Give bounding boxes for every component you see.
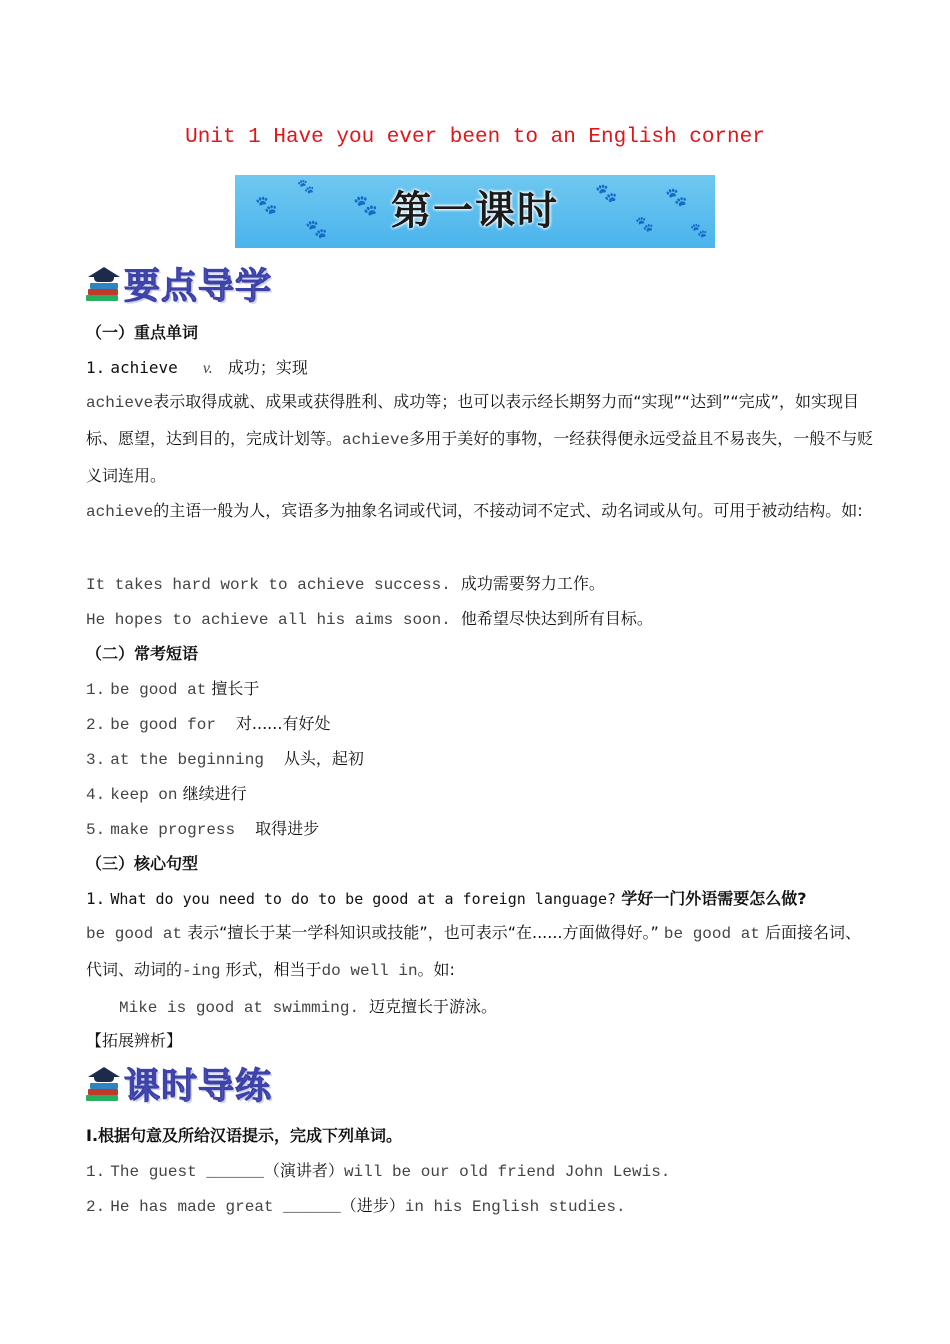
section-heading-text: 课时导练 [124,1065,273,1107]
key-word: achieve [110,358,178,377]
example-sentence-2: He hopes to achieve all his aims soon. 他希望尽快达到所有目标。 [86,609,653,629]
exercise-question-2: 2. He has made great ______（进步）in his English studies. [86,1196,626,1216]
phrase-item: 4. keep on 继续进行 [86,784,247,804]
example-sentence-1: It takes hard work to achieve success. 成功需要努力工作。 [86,574,605,594]
paw-icon: 🐾 [297,179,315,195]
section-heading-text: 要点导学 [124,265,273,307]
paw-icon: 🐾 [635,215,654,233]
paw-icon: 🐾 [305,219,328,240]
paw-icon: 🐾 [353,193,378,217]
paw-icon: 🐾 [255,195,278,216]
banner-label: 第一课时 [391,188,559,234]
graduation-hat-icon [86,261,124,305]
paw-icon: 🐾 [665,187,688,208]
phrase-item: 3. at the beginning 从头，起初 [86,749,364,769]
core-sentence-example: Mike is good at swimming. 迈克擅长于游泳。 [119,997,498,1017]
graduation-hat-icon [86,1061,124,1105]
phrase-item: 2. be good for 对......有好处 [86,714,331,734]
part1-heading: （一）重点单词 [86,323,199,342]
part2-heading: （二）常考短语 [86,644,199,663]
core-sentence-explanation: be good at 表示“擅长于某一学科知识或技能”，也可表示“在......方面做得好。” be good at 后面接名词、代词、动词的-ing 形式，相当于do well in。如: [86,923,862,980]
phrase-item: 5. make progress 取得进步 [86,819,320,839]
lesson-banner [235,175,715,248]
paw-icon: 🐾 [595,183,618,204]
extend-label: 【拓展辨析】 [86,1031,183,1050]
exercise-heading: I.根据句意及所给汉语提示，完成下列单词。 [86,1126,403,1145]
section-heading-practice [86,1058,272,1108]
phrase-item: 1. be good at 擅长于 [86,679,260,699]
core-sentence: 1. What do you need to do to be good at a foreign language? 学好一门外语需要怎么做? [86,889,807,908]
word-explanation-1: achieve表示取得成就、成果或获得胜利、成功等；也可以表示经长期努力而“实现”“达到”“完成”，如实现目标、愿望，达到目的，完成计划等。achieve多用于美好的事物，一经获得便永远受益且不易丧失，一般不与贬义词连用。 [86,392,874,485]
exercise-question-1: 1. The guest ______（演讲者）will be our old friend John Lewis. [86,1161,671,1181]
paw-icon: 🐾 [690,223,708,239]
document-title: Unit 1 Have you ever been to an English corner [185,126,765,149]
section-heading-key-points [86,258,272,308]
word-explanation-2: achieve的主语一般为人，宾语多为抽象名词或代词，不接动词不定式、动名词或从句。可用于被动结构。如: [86,501,863,521]
key-word-line: 1. achieve v. 成功；实现 [86,358,308,377]
part3-heading: （三）核心句型 [86,854,199,873]
part-of-speech: v. [202,360,213,377]
word-meaning: 成功；实现 [227,358,308,377]
